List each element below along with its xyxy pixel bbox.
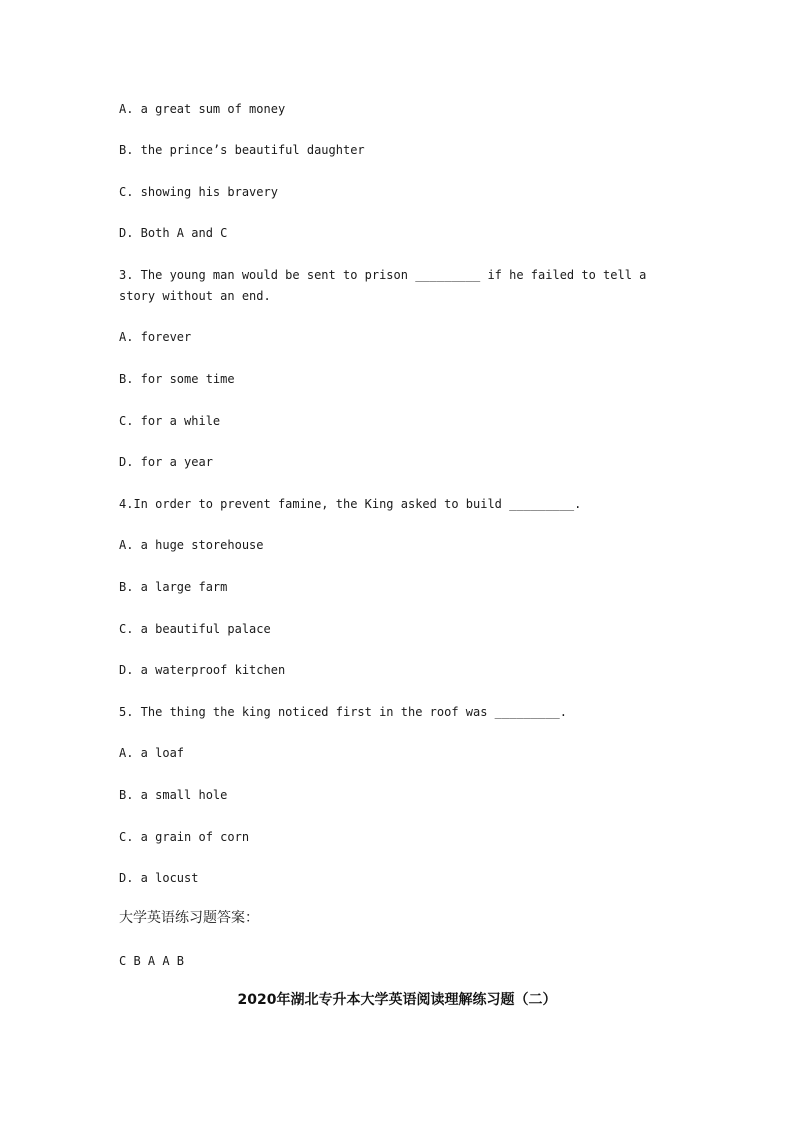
- q4-stem: 4.In order to prevent famine, the King asked to build _________.: [119, 497, 582, 511]
- q2-option-b: B. the prince’s beautiful daughter: [119, 143, 365, 157]
- answers-heading: 大学英语练习题答案：: [119, 910, 259, 926]
- q3-option-c: C. for a while: [119, 414, 221, 428]
- q2-option-d: D. Both A and C: [119, 226, 228, 240]
- q3-option-d: D. for a year: [119, 455, 213, 469]
- q2-option-a: A. a great sum of money: [119, 102, 286, 116]
- q4-option-c: C. a beautiful palace: [119, 622, 271, 636]
- next-section-title: 2020年湖北专升本大学英语阅读理解练习题（二）: [237, 992, 557, 1008]
- q4-option-d: D. a waterproof kitchen: [119, 663, 286, 677]
- q4-option-a: A. a huge storehouse: [119, 538, 264, 552]
- q2-option-c: C. showing his bravery: [119, 185, 278, 199]
- q5-option-b: B. a small hole: [119, 788, 228, 802]
- answers-text: C B A A B: [119, 954, 185, 968]
- q5-option-a: A. a loaf: [119, 746, 185, 760]
- q3-option-a: A. forever: [119, 330, 192, 344]
- q3-stem: 3. The young man would be sent to prison _________ if he failed to tell a story without an end.: [119, 268, 654, 303]
- q3-option-b: B. for some time: [119, 372, 235, 386]
- q5-option-c: C. a grain of corn: [119, 830, 250, 844]
- q5-stem: 5. The thing the king noticed first in the roof was _________.: [119, 705, 567, 719]
- q5-option-d: D. a locust: [119, 871, 199, 885]
- q4-option-b: B. a large farm: [119, 580, 228, 594]
